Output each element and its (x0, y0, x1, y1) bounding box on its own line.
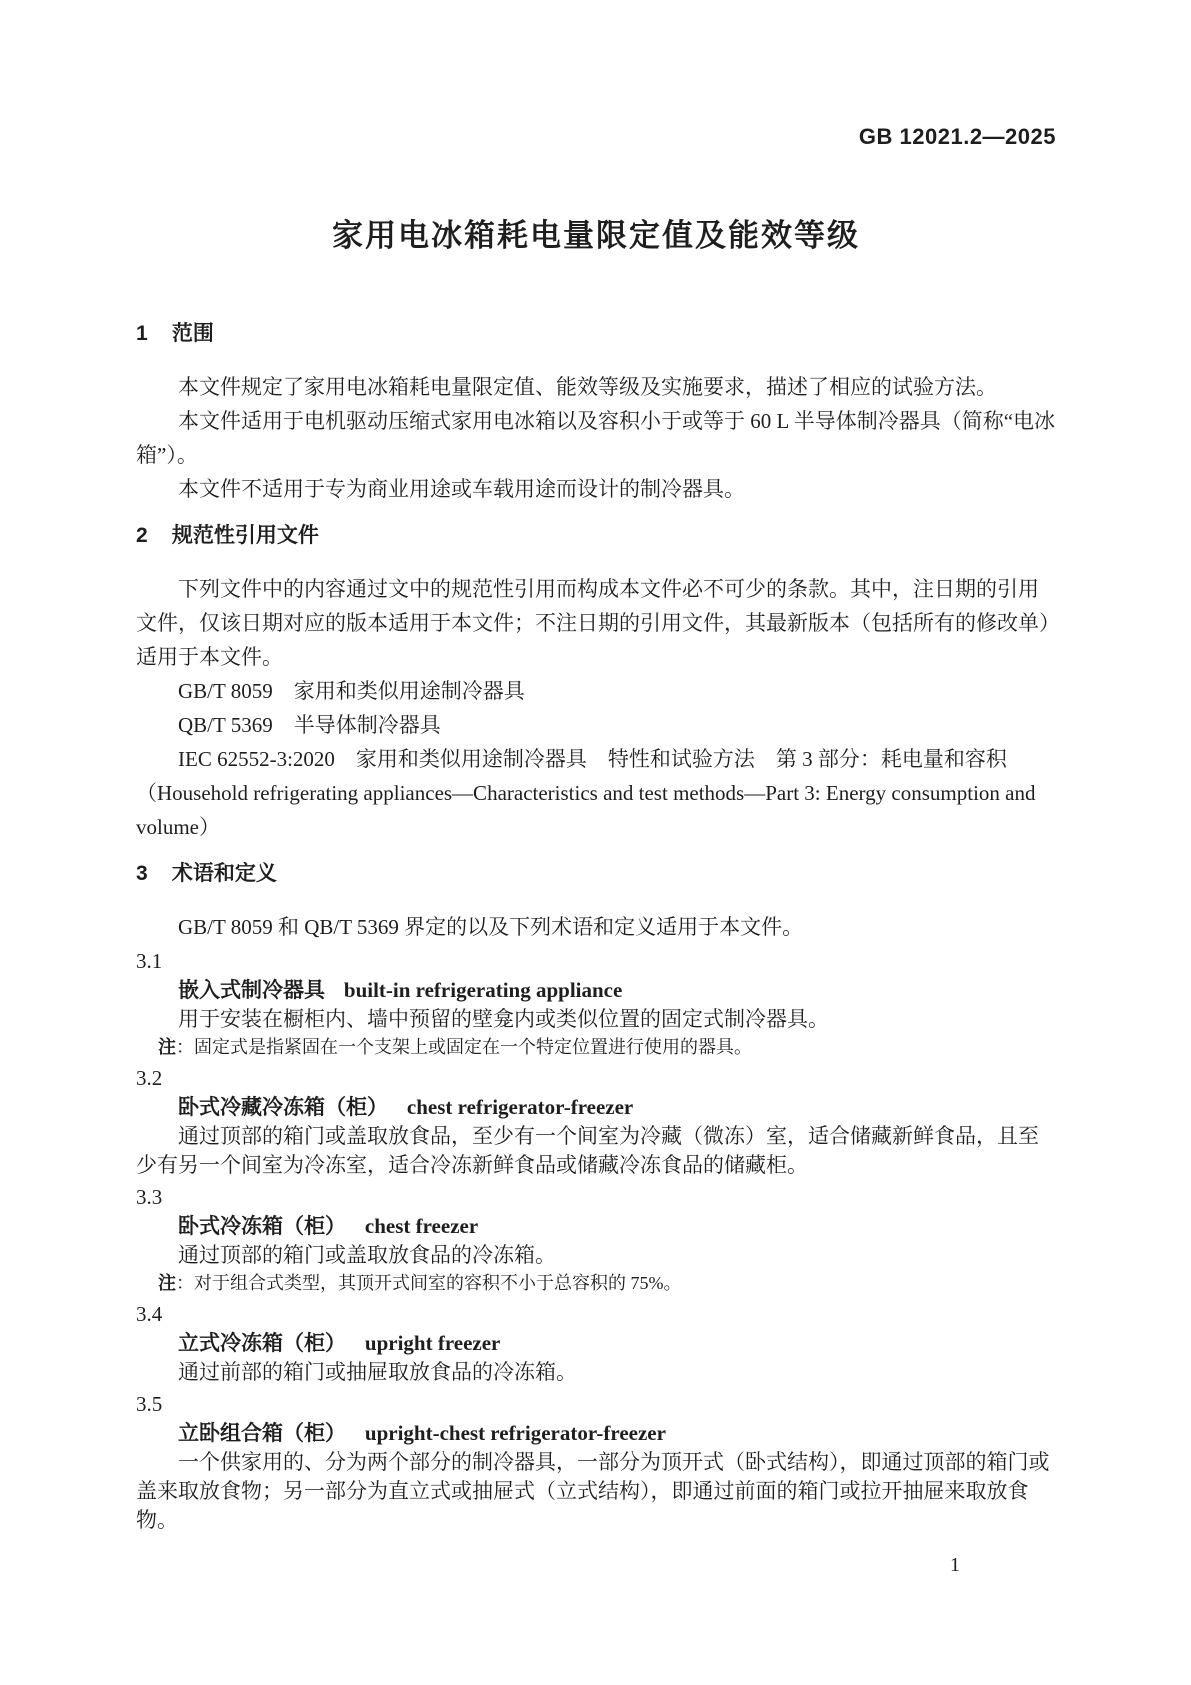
term-en: upright-chest refrigerator-freezer (364, 1421, 666, 1445)
term-zh: 卧式冷藏冷冻箱（柜） (178, 1096, 388, 1119)
term-en: chest freezer (364, 1214, 479, 1238)
section-title: 术语和定义 (171, 862, 277, 885)
term-name (136, 1419, 1056, 1448)
reference-title: 家用和类似用途制冷器具 (293, 679, 525, 703)
doc-title: 家用电冰箱耗电量限定值及能效等级 (332, 218, 860, 253)
page-number: 1 (950, 1554, 960, 1576)
term-zh: 嵌入式制冷器具 (178, 979, 325, 1002)
reference-title: 家用和类似用途制冷器具 特性和试验方法 第 3 部分：耗电量和容积（Household refrigerating appliances—Characteristics and test methods—Part 3: Energy consumption and volume） (136, 747, 1036, 839)
term-entry-3-1 (136, 947, 1056, 1061)
term-number: 3.3 (136, 1185, 163, 1209)
term-definition: 用于安装在橱柜内、墙中预留的壁龛内或类似位置的固定式制冷器具。 (178, 1007, 829, 1031)
scope-paragraph: 本文件规定了家用电冰箱耗电量限定值、能效等级及实施要求，描述了相应的试验方法。 (178, 375, 997, 399)
term-number: 3.4 (136, 1302, 163, 1326)
section-scope-heading (136, 316, 1056, 352)
term-name (136, 1329, 1056, 1358)
section-terms-heading (136, 856, 1056, 892)
doc-number: GB 12021.2—2025 (858, 124, 1056, 149)
reference-title: 半导体制冷器具 (293, 713, 441, 737)
term-entry-3-2 (136, 1064, 1056, 1180)
term-definition: 通过前部的箱门或抽屉取放食品的冷冻箱。 (178, 1360, 577, 1384)
references-intro: 下列文件中的内容通过文中的规范性引用而构成本文件必不可少的条款。其中，注日期的引用文件，仅该日期对应的版本适用于本文件；不注日期的引用文件，其最新版本（包括所有的修改单）适用于本文件。 (136, 577, 1050, 669)
term-definition: 一个供家用的、分为两个部分的制冷器具，一部分为顶开式（卧式结构），即通过顶部的箱门或盖来取放食物；另一部分为直立式或抽屉式（立式结构），即通过前面的箱门或拉开抽屉来取放食物。 (136, 1450, 1050, 1532)
reference-entry (136, 742, 1056, 844)
section-number: 3 (136, 862, 148, 885)
term-name (136, 976, 1056, 1005)
note-text: ：对于组合式类型，其顶开式间室的容积不小于总容积的 75%。 (176, 1273, 682, 1293)
term-en: upright freezer (364, 1331, 501, 1355)
reference-code: IEC 62552-3:2020 (178, 747, 335, 771)
term-number: 3.2 (136, 1066, 163, 1090)
section-title: 规范性引用文件 (171, 524, 319, 547)
reference-entry (136, 674, 1056, 708)
section-number: 1 (136, 322, 148, 345)
note-text: ：固定式是指紧固在一个支架上或固定在一个特定位置进行使用的器具。 (176, 1037, 752, 1057)
terms-intro: GB/T 8059 和 QB/T 5369 界定的以及下列术语和定义适用于本文件。 (178, 915, 804, 939)
reference-code: QB/T 5369 (178, 713, 273, 737)
section-scope (136, 316, 1056, 506)
note-label: 注 (158, 1273, 176, 1293)
term-note (136, 1270, 1056, 1297)
section-title: 范围 (171, 322, 214, 345)
term-en: chest refrigerator-freezer (406, 1095, 634, 1119)
term-entry-3-4 (136, 1300, 1056, 1387)
term-zh: 立卧组合箱（柜） (178, 1422, 346, 1445)
section-number: 2 (136, 524, 148, 547)
section-normative-references (136, 518, 1056, 844)
term-name (136, 1093, 1056, 1122)
reference-entry (136, 708, 1056, 742)
term-number: 3.5 (136, 1392, 163, 1416)
section-references-heading (136, 518, 1056, 554)
scope-paragraph: 本文件不适用于专为商业用途或车载用途而设计的制冷器具。 (178, 477, 745, 501)
page-footer (136, 1551, 1056, 1579)
term-number: 3.1 (136, 949, 163, 973)
term-definition: 通过顶部的箱门或盖取放食品，至少有一个间室为冷藏（微冻）室，适合储藏新鲜食品，且至少有另一个间室为冷冻室，适合冷冻新鲜食品或储藏冷冻食品的储藏柜。 (136, 1124, 1039, 1177)
scope-paragraph: 本文件适用于电机驱动压缩式家用电冰箱以及容积小于或等于 60 L 半导体制冷器具（简称“电冰箱”）。 (136, 409, 1056, 467)
doc-header (136, 124, 1056, 150)
reference-code: GB/T 8059 (178, 679, 273, 703)
term-en: built-in refrigerating appliance (343, 978, 623, 1002)
term-entry-3-3 (136, 1183, 1056, 1297)
note-label: 注 (158, 1037, 176, 1057)
term-note (136, 1034, 1056, 1061)
term-zh: 卧式冷冻箱（柜） (178, 1215, 346, 1238)
section-terms-definitions (136, 856, 1056, 1535)
term-name (136, 1212, 1056, 1241)
term-definition: 通过顶部的箱门或盖取放食品的冷冻箱。 (178, 1243, 556, 1267)
term-zh: 立式冷冻箱（柜） (178, 1332, 346, 1355)
term-entry-3-5 (136, 1390, 1056, 1535)
